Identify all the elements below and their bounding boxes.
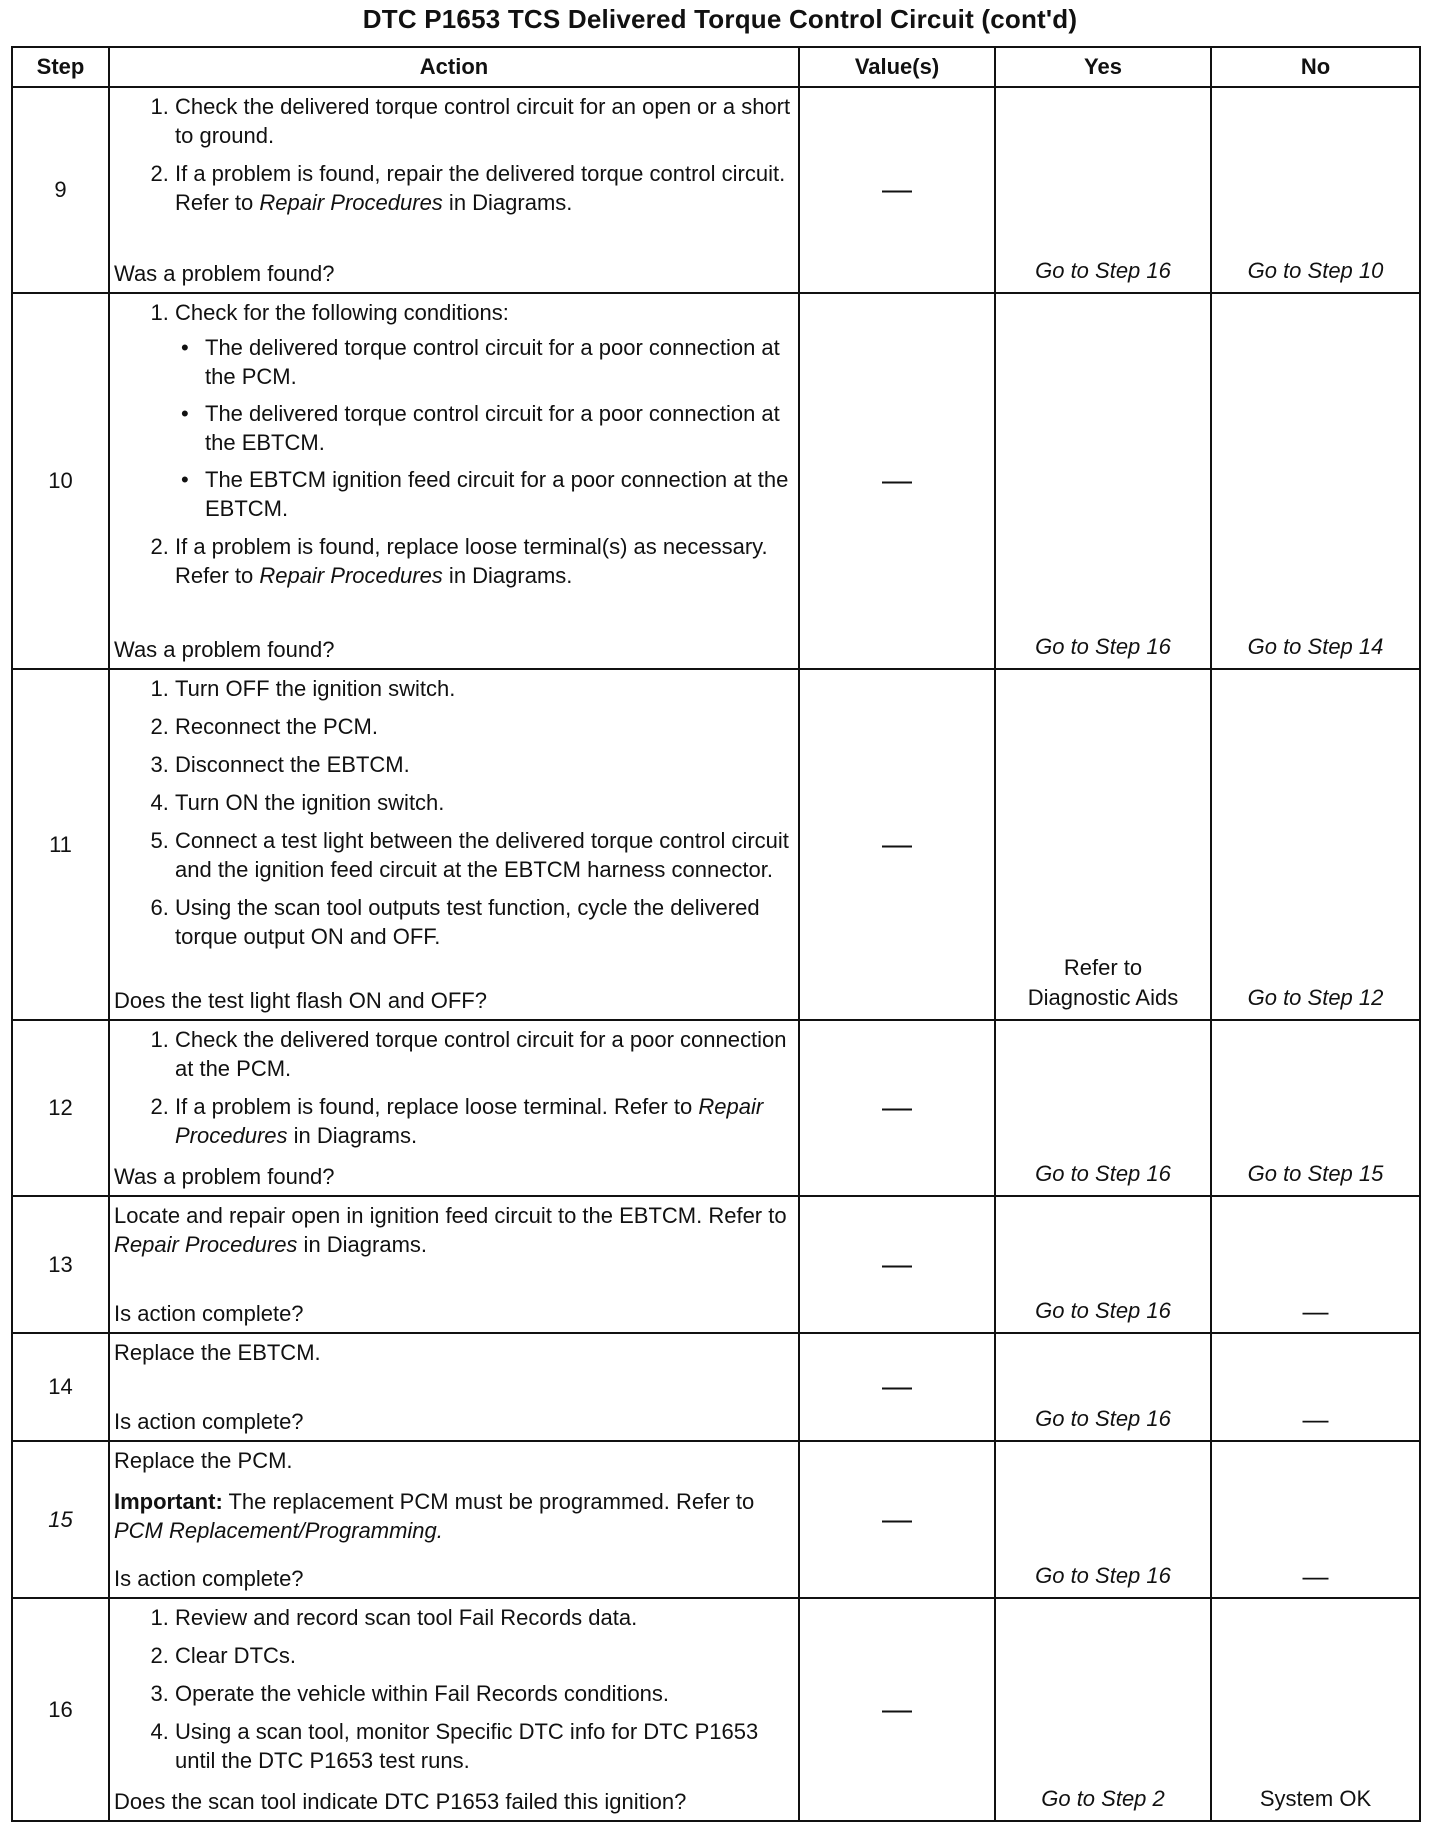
action-question: Was a problem found? [114, 261, 335, 286]
step-number: 9 [12, 87, 109, 293]
value-cell: — [799, 87, 995, 293]
value-cell: — [799, 669, 995, 1020]
condition-bullet: • The delivered torque control circuit for a poor connection at the PCM. [205, 333, 792, 391]
diagnostic-table [11, 46, 1421, 1822]
action-question: Is action complete? [114, 1301, 304, 1326]
action-cell [109, 1196, 799, 1333]
action-item: 2. If a problem is found, repair the delivered torque control circuit. Refer to Repair Procedures in Diagrams. [175, 159, 792, 217]
action-text: Locate and repair open in ignition feed circuit to the EBTCM. Refer to Repair Procedures in Diagrams. [114, 1203, 787, 1257]
header-yes: Yes [995, 47, 1211, 87]
yes-cell: Go to Step 16 [995, 1020, 1211, 1196]
action-cell [109, 1333, 799, 1441]
table-row [12, 1441, 1420, 1598]
yes-cell: Go to Step 16 [995, 293, 1211, 669]
important-label: Important: [114, 1489, 223, 1514]
step-number: 10 [12, 293, 109, 669]
pcm-programming-reference: PCM Replacement/Programming. [114, 1518, 443, 1543]
yes-cell: Go to Step 16 [995, 1196, 1211, 1333]
yes-cell: Go to Step 16 [995, 1333, 1211, 1441]
repair-procedures-reference: Repair Procedures [259, 563, 443, 588]
condition-bullet: • The delivered torque control circuit for a poor connection at the EBTCM. [205, 399, 792, 457]
value-cell: — [799, 1020, 995, 1196]
action-item: 1. Review and record scan tool Fail Records data. [175, 1603, 792, 1632]
action-question: Does the test light flash ON and OFF? [114, 988, 487, 1013]
table-row [12, 669, 1420, 1020]
yes-cell: Go to Step 16 [995, 1441, 1211, 1598]
action-item: 2. If a problem is found, replace loose terminal(s) as necessary. Refer to Repair Procedures in Diagrams. [175, 532, 792, 590]
action-question: Is action complete? [114, 1566, 304, 1591]
action-question: Does the scan tool indicate DTC P1653 failed this ignition? [114, 1789, 687, 1814]
action-item: 2. Reconnect the PCM. [175, 712, 792, 741]
header-values: Value(s) [799, 47, 995, 87]
action-text: Replace the PCM. [114, 1448, 293, 1473]
action-item: 4. Turn ON the ignition switch. [175, 788, 792, 817]
value-cell: — [799, 1333, 995, 1441]
action-cell [109, 1598, 799, 1821]
action-item: 1. Turn OFF the ignition switch. [175, 674, 792, 703]
action-question: Was a problem found? [114, 1164, 335, 1189]
no-cell: — [1211, 1333, 1420, 1441]
action-cell [109, 293, 799, 669]
repair-procedures-reference: Repair Procedures [114, 1232, 298, 1257]
no-cell: System OK [1211, 1598, 1420, 1821]
table-row [12, 1333, 1420, 1441]
header-row [12, 47, 1420, 87]
table-row [12, 1598, 1420, 1821]
action-cell [109, 1441, 799, 1598]
action-cell [109, 87, 799, 293]
action-text: Replace the EBTCM. [114, 1340, 321, 1365]
value-cell: — [799, 1441, 995, 1598]
step-number: 13 [12, 1196, 109, 1333]
table-row [12, 87, 1420, 293]
action-item: 5. Connect a test light between the delivered torque control circuit and the ignition feed circuit at the EBTCM harness connector. [175, 826, 792, 884]
table-row [12, 293, 1420, 669]
action-item: 6. Using the scan tool outputs test function, cycle the delivered torque output ON and OFF. [175, 893, 792, 951]
action-item: 1. Check the delivered torque control circuit for an open or a short to ground. [175, 92, 792, 150]
header-step: Step [12, 47, 109, 87]
no-cell: Go to Step 14 [1211, 293, 1420, 669]
value-cell: — [799, 293, 995, 669]
step-number: 15 [12, 1441, 109, 1598]
no-cell: Go to Step 12 [1211, 669, 1420, 1020]
yes-cell: Go to Step 16 [995, 87, 1211, 293]
action-item: 3. Operate the vehicle within Fail Records conditions. [175, 1679, 792, 1708]
no-cell: Go to Step 15 [1211, 1020, 1420, 1196]
yes-refer-to: Refer to [1063, 955, 1143, 980]
page-title: DTC P1653 TCS Delivered Torque Control Circuit (cont'd) [362, 4, 1078, 34]
step-number: 11 [12, 669, 109, 1020]
action-question: Was a problem found? [114, 637, 335, 662]
header-no: No [1211, 47, 1420, 87]
value-cell: — [799, 1196, 995, 1333]
no-cell: — [1211, 1441, 1420, 1598]
important-note: Important: The replacement PCM must be programmed. Refer to PCM Replacement/Programming. [114, 1489, 755, 1543]
yes-diagnostic-aids: Diagnostic Aids [1027, 985, 1179, 1010]
no-cell: Go to Step 10 [1211, 87, 1420, 293]
action-item: 4. Using a scan tool, monitor Specific DTC info for DTC P1653 until the DTC P1653 test runs. [175, 1717, 792, 1775]
action-question: Is action complete? [114, 1409, 304, 1434]
table-row [12, 1196, 1420, 1333]
repair-procedures-reference: Repair Procedures [175, 1094, 764, 1148]
action-cell [109, 1020, 799, 1196]
action-item: 2. Clear DTCs. [175, 1641, 792, 1670]
no-cell: — [1211, 1196, 1420, 1333]
action-item: 3. Disconnect the EBTCM. [175, 750, 792, 779]
value-cell: — [799, 1598, 995, 1821]
repair-procedures-reference: Repair Procedures [259, 190, 443, 215]
table-row [12, 1020, 1420, 1196]
yes-cell: Go to Step 2 [995, 1598, 1211, 1821]
action-item: 2. If a problem is found, replace loose terminal. Refer to Repair Procedures in Diagrams. [175, 1092, 792, 1150]
action-item: 1. Check the delivered torque control circuit for a poor connection at the PCM. [175, 1025, 792, 1083]
step-number: 14 [12, 1333, 109, 1441]
step-number: 16 [12, 1598, 109, 1821]
action-item: 1. Check for the following conditions: • The delivered torque control circuit for a poor connection at the PCM. • The delivered torque control circuit for a poor connection at the EBTCM. • The EBTCM ignition feed circuit for a poor connection at the EBTCM. [175, 298, 792, 523]
yes-cell [995, 669, 1211, 1020]
header-action: Action [109, 47, 799, 87]
step-number: 12 [12, 1020, 109, 1196]
condition-bullet: • The EBTCM ignition feed circuit for a poor connection at the EBTCM. [205, 465, 792, 523]
action-cell [109, 669, 799, 1020]
